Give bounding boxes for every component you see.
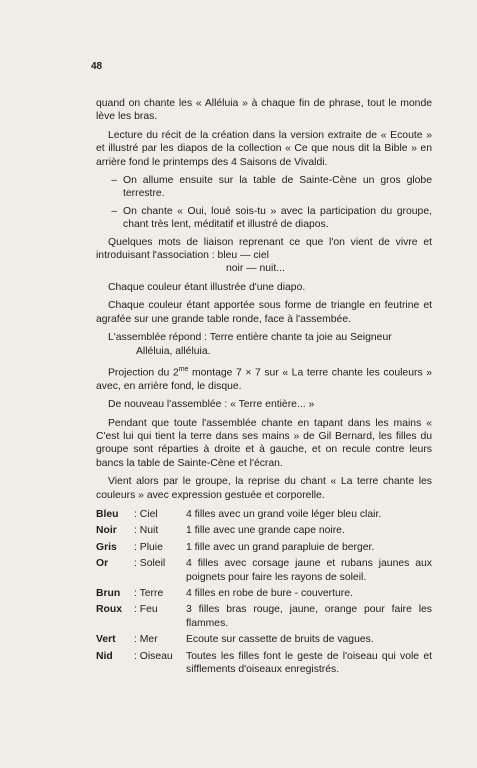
- color-description: 4 filles en robe de bure - couverture.: [186, 588, 353, 600]
- dash-mark: –: [111, 175, 117, 187]
- color-element: : Feu: [134, 604, 158, 616]
- list-item: [96, 541, 432, 554]
- paragraph: L'assemblée répond : Terre entière chante ta joie au Seigneur: [108, 332, 392, 344]
- color-element: : Soleil: [134, 558, 166, 570]
- color-name: Roux: [96, 604, 122, 616]
- color-element: : Nuit: [134, 525, 159, 537]
- color-name: Or: [96, 558, 109, 570]
- dash-mark: –: [111, 205, 117, 217]
- paragraph: Pendant que toute l'assemblée chante en tapant dans les mains « C'est lui qui tient la terre dans ses mains » de Gil Bernard, les filles du groupe sont réparties à droite et à gauche, et on recule contre leurs bancs la table de Sainte-Cène et l'écran.: [96, 417, 432, 469]
- color-description: 4 filles avec un grand voile léger bleu clair.: [186, 509, 382, 521]
- paragraph: Chaque couleur étant apportée sous forme de triangle en feutrine et agrafée sur une grande table ronde, face à l'assembée.: [96, 300, 432, 325]
- dash-text: On allume ensuite sur la table de Sainte-Cène un gros globe terrestre.: [123, 175, 432, 200]
- paragraph: De nouveau l'assemblée : « Terre entière... »: [108, 399, 315, 411]
- color-name: Brun: [96, 588, 121, 600]
- paragraph-continuation: noir — nuit...: [226, 263, 285, 275]
- color-element: : Oiseau: [134, 650, 173, 662]
- color-name: Nid: [96, 650, 113, 662]
- list-item: [96, 524, 432, 537]
- color-description: Toutes les filles font le geste de l'oiseau qui vole et sifflements d'oiseaux enregistrés.: [186, 650, 432, 676]
- paragraph: Chaque couleur étant illustrée d'une diapo.: [108, 281, 306, 293]
- color-description: 4 filles avec corsage jaune et rubans jaunes aux poignets pour faire les rayons de soleil.: [186, 558, 432, 583]
- color-list: [96, 508, 432, 676]
- color-element: : Pluie: [134, 541, 163, 553]
- list-item: [96, 587, 432, 600]
- text-run: Projection du 2: [108, 367, 179, 379]
- color-description: Ecoute sur cassette de bruits de vagues.: [186, 634, 374, 646]
- paragraph-continuation: Alléluia, alléluia.: [136, 345, 211, 357]
- list-item: [96, 557, 432, 584]
- color-element: : Ciel: [134, 509, 158, 521]
- list-item: [96, 508, 432, 521]
- page-body: [96, 97, 432, 680]
- dash-text: On chante « Oui, loué sois-tu » avec la participation du groupe, chant très lent, méditatif et illustré de diapos.: [123, 205, 432, 231]
- dash-item: [96, 205, 432, 232]
- color-name: Vert: [96, 634, 116, 646]
- paragraph: quand on chante les « Alléluia » à chaque fin de phrase, tout le monde lève les bras.: [96, 98, 432, 123]
- paragraph: Vient alors par le groupe, la reprise du chant « La terre chante les couleurs » avec expression gestuée et corporelle.: [96, 476, 432, 501]
- color-name: Gris: [96, 541, 117, 553]
- dash-item: [96, 174, 432, 201]
- list-item: [96, 603, 432, 630]
- color-name: Bleu: [96, 509, 119, 521]
- text-run: montage 7 × 7 sur « La terre chante les couleurs » avec, en arrière fond, le disque.: [96, 367, 432, 392]
- paragraph: [96, 363, 432, 393]
- page-number: 48: [91, 61, 103, 72]
- list-item: [96, 650, 432, 677]
- color-description: 1 fille avec une grande cape noire.: [186, 525, 345, 537]
- color-name: Noir: [96, 525, 117, 537]
- color-element: : Terre: [134, 588, 164, 600]
- color-description: 3 filles bras rouge, jaune, orange pour faire les flammes.: [186, 604, 432, 629]
- color-element: : Mer: [134, 634, 158, 646]
- superscript: me: [178, 365, 189, 373]
- list-item: [96, 633, 432, 646]
- color-description: 1 fille avec un grand parapluie de berger.: [186, 541, 375, 553]
- paragraph: Quelques mots de liaison reprenant ce que l'on vient de vivre et introduisant l'association : bleu — ciel: [96, 236, 432, 262]
- paragraph: Lecture du récit de la création dans la version extraite de « Ecoute » et illustré par les diapos de la collection « Ce que nous dit la Bible » en arrière fond le printemps des 4 Saisons de Vivaldi.: [96, 129, 432, 168]
